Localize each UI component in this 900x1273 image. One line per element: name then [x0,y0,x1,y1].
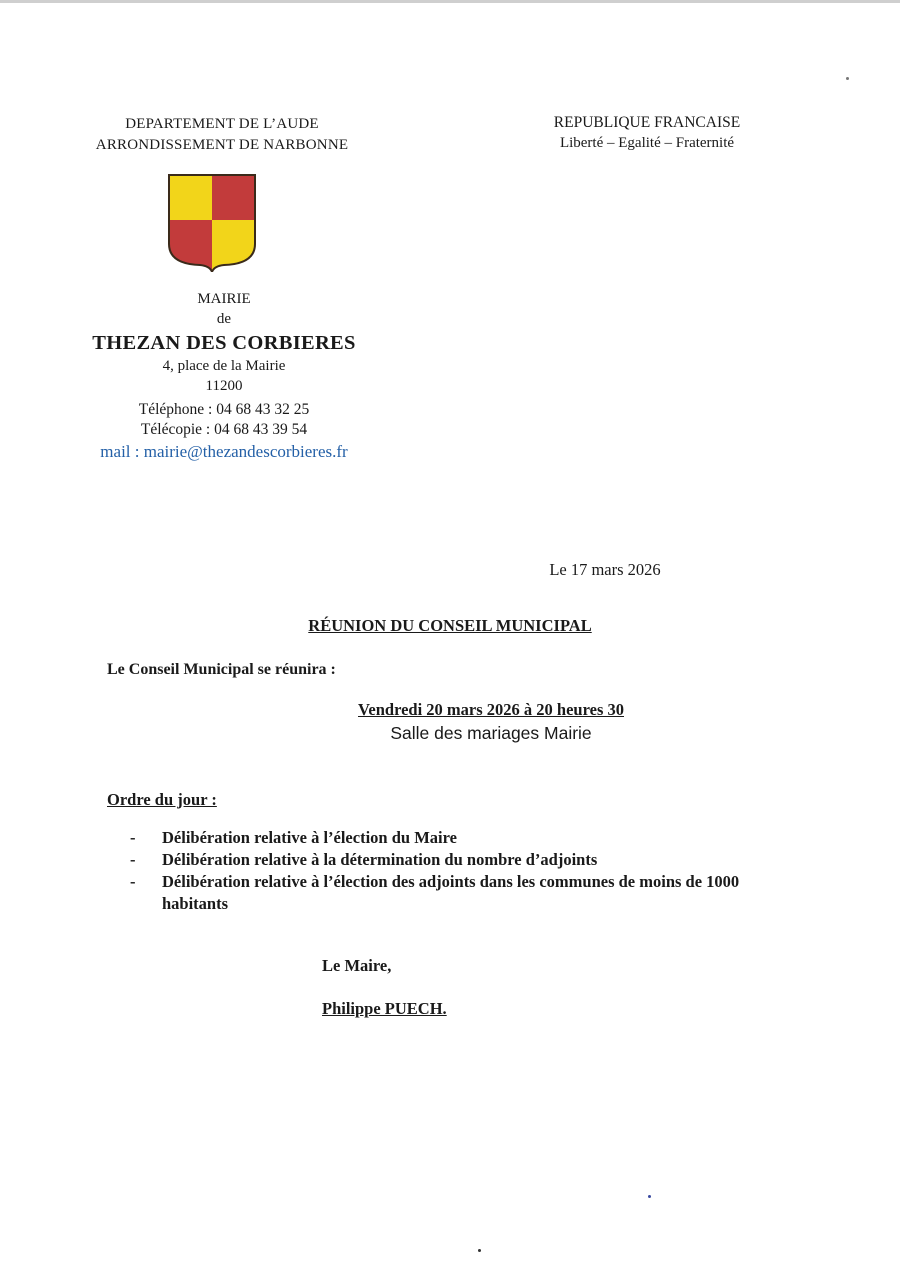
signature-name: Philippe PUECH. [322,999,447,1018]
scan-speck [846,77,849,80]
meeting-location: Salle des mariages Mairie [390,723,592,743]
agenda-bullet: - [130,872,136,891]
crest-quarter-top-right [212,175,255,220]
agenda-item [130,827,770,849]
signature-title: Le Maire, [322,956,392,975]
phone-line: Téléphone : 04 68 43 32 25 [138,401,310,418]
fax-line: Télécopie : 04 68 43 39 54 [140,421,308,438]
mairie-label: MAIRIE [197,291,251,307]
scan-speck [478,1249,481,1252]
arrondissement-line: ARRONDISSEMENT DE NARBONNE [95,137,349,153]
agenda-item-text: Délibération relative à l’élection du Maire [162,828,457,847]
mairie-address: 4, place de la Mairie [162,358,286,374]
crest-svg [166,172,258,272]
scan-edge [0,0,900,3]
agenda-item-text: Délibération relative à la détermination du nombre d’adjoints [162,850,598,869]
letter-date: Le 17 mars 2026 [549,560,661,579]
agenda-label: Ordre du jour : [107,790,217,809]
intro-text: Le Conseil Municipal se réunira : [107,661,336,678]
email-link[interactable]: mail : mairie@thezandescorbieres.fr [100,442,348,461]
motto-line: Liberté – Egalité – Fraternité [559,135,735,151]
agenda-bullet: - [130,850,136,869]
agenda-item [130,871,770,915]
crest-quarter-top-left [169,175,212,220]
department-header [72,114,372,156]
scan-speck [648,1195,651,1198]
agenda-item-text: Délibération relative à l’élection des adjoints dans les communes de moins de 1000 habitants [162,872,740,913]
agenda-list [130,827,770,915]
coat-of-arms-icon [166,172,258,272]
mairie-connector: de [216,311,232,327]
mairie-block [74,289,374,396]
mairie-postcode: 11200 [205,378,243,394]
republic-header [520,112,774,154]
town-name: THEZAN DES CORBIERES [92,332,356,354]
meeting-datetime: Vendredi 20 mars 2026 à 20 heures 30 [358,700,624,719]
contact-block [74,400,374,440]
letter-title: RÉUNION DU CONSEIL MUNICIPAL [308,616,592,635]
department-line: DEPARTEMENT DE L’AUDE [125,116,319,132]
meeting-details [330,699,652,745]
agenda-bullet: - [130,828,136,847]
republic-line: REPUBLIQUE FRANCAISE [553,114,741,131]
agenda-item [130,849,770,871]
